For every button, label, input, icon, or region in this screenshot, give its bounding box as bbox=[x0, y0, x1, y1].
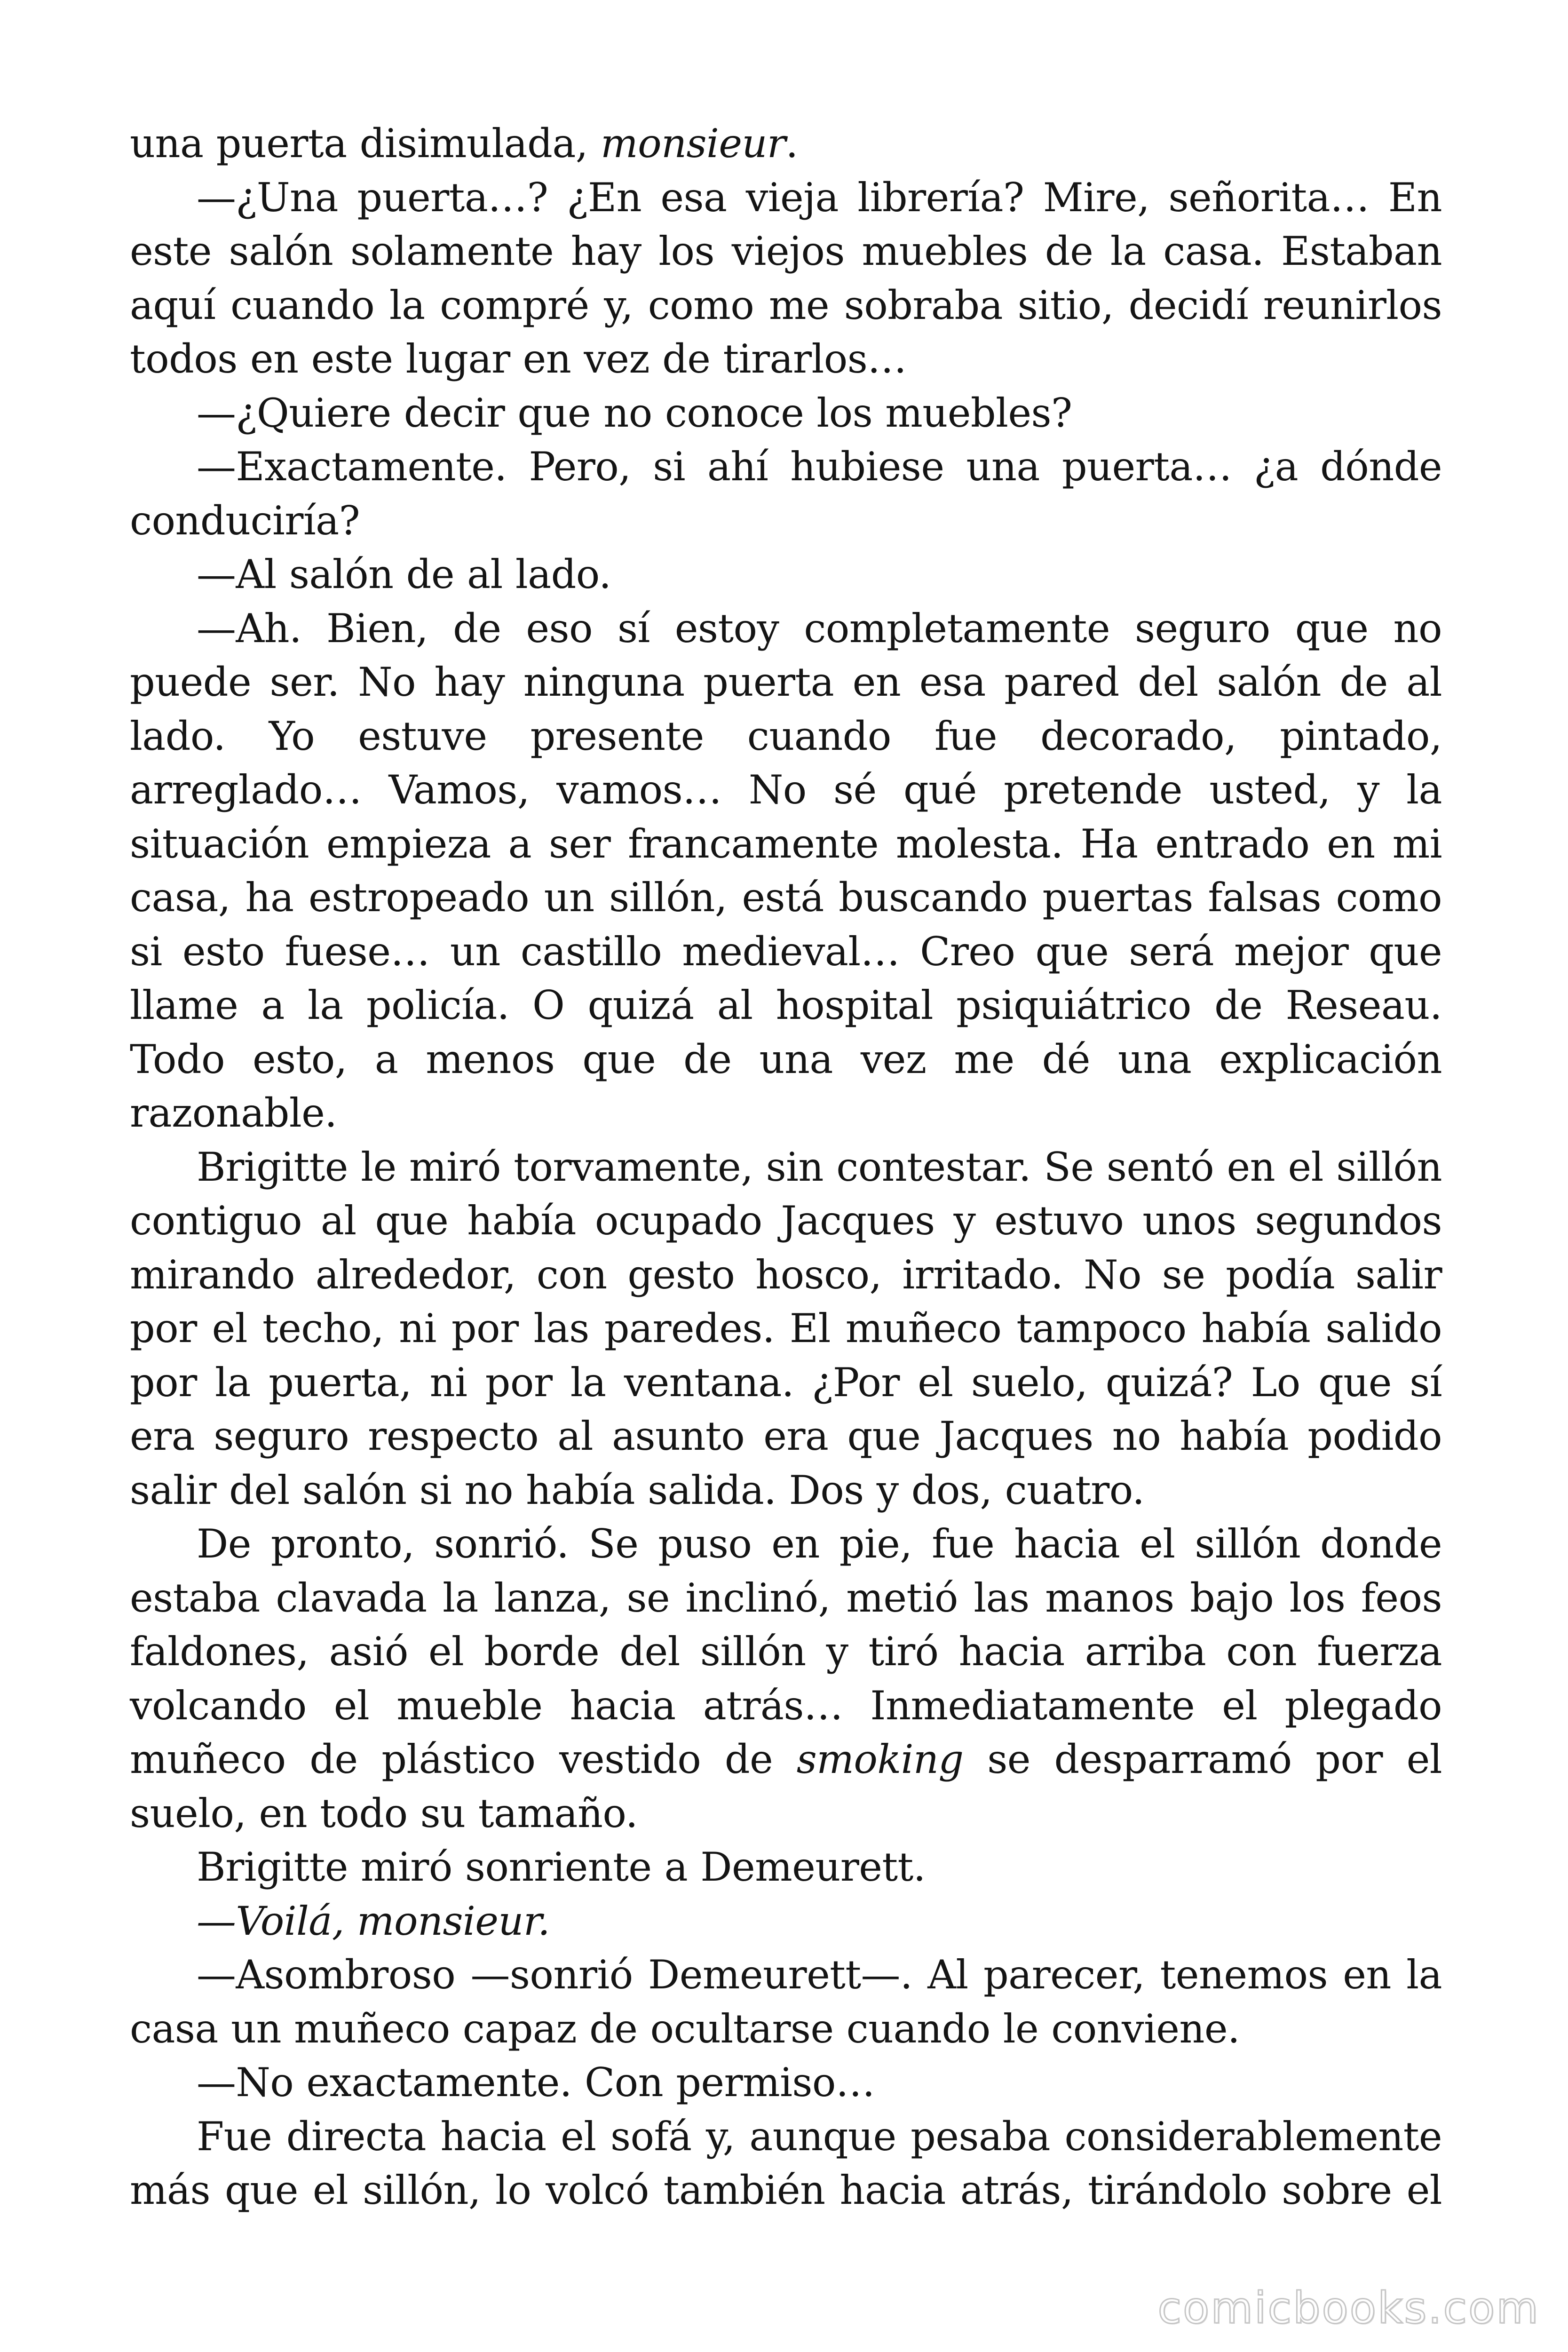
text-segment: —¿Una puerta…? ¿En esa vieja librería? Mire, señorita… En este salón solamente hay los viejos muebles de la casa. Estaban aquí cuando la compré y, como me sobraba sitio, decidí reunirlos todos en este lugar en vez de tirarlos… bbox=[130, 174, 1442, 382]
paragraph bbox=[130, 2056, 1442, 2110]
paragraph bbox=[130, 117, 1442, 171]
paragraph bbox=[130, 440, 1442, 548]
paragraph bbox=[130, 2110, 1442, 2217]
paragraph bbox=[130, 1948, 1442, 2056]
book-page-text bbox=[130, 117, 1442, 2217]
text-segment: Fue directa hacia el sofá y, aunque pesaba considerablemente más que el sillón, lo volcó también hacia atrás, tirándolo sobre el bbox=[130, 2113, 1442, 2213]
text-segment: —Exactamente. Pero, si ahí hubiese una puerta… ¿a dónde conduciría? bbox=[130, 444, 1442, 544]
paragraph bbox=[130, 1840, 1442, 1894]
text-segment: —Ah. Bien, de eso sí estoy completamente seguro que no puede ser. No hay ninguna puerta en esa pared del salón de al lado. Yo estuve presente cuando fue decorado, pintado, arreglado… Vamos, vamos… No sé qué pretende usted, y la situación empieza a ser francamente molesta. Ha entrado en mi casa, ha estropeado un sillón, está buscando puertas falsas como si esto fuese… un castillo medieval… Creo que será mejor que llame a la policía. O quizá al hospital psiquiátrico de Reseau. Todo esto, a menos que de una vez me dé una explicación razonable. bbox=[130, 605, 1442, 1136]
text-segment: Brigitte le miró torvamente, sin contestar. Se sentó en el sillón contiguo al que había ocupado Jacques y estuvo unos segundos mirando alrededor, con gesto hosco, irritado. No se podía salir por el techo, ni por las paredes. El muñeco tampoco había salido por la puerta, ni por la ventana. ¿Por el suelo, quizá? Lo que sí era seguro respecto al asunto era que Jacques no había podido salir del salón si no había salida. Dos y dos, cuatro. bbox=[130, 1144, 1442, 1513]
italic-text: —Voilá, monsieur. bbox=[197, 1898, 550, 1944]
paragraph bbox=[130, 386, 1442, 440]
italic-text: monsieur bbox=[601, 120, 786, 167]
watermark: comicbooks.com bbox=[1157, 2283, 1540, 2333]
text-segment: una puerta disimulada, bbox=[130, 120, 601, 167]
paragraph bbox=[130, 171, 1442, 386]
text-segment: —Al salón de al lado. bbox=[197, 551, 611, 597]
text-segment: . bbox=[785, 120, 798, 167]
italic-text: smoking bbox=[796, 1736, 964, 1782]
paragraph bbox=[130, 1140, 1442, 1518]
text-segment: Brigitte miró sonriente a Demeurett. bbox=[197, 1844, 926, 1890]
text-segment: —Asombroso —sonrió Demeurett—. Al parecer, tenemos en la casa un muñeco capaz de ocultarse cuando le conviene. bbox=[130, 1952, 1442, 2052]
paragraph bbox=[130, 1517, 1442, 1840]
text-segment: —No exactamente. Con permiso… bbox=[197, 2059, 875, 2106]
paragraph bbox=[130, 1894, 1442, 1948]
text-segment: De pronto, sonrió. Se puso en pie, fue hacia el sillón donde estaba clavada la lanza, se inclinó, metió las manos bajo los feos faldones, asió el borde del sillón y tiró hacia arriba con fuerza volcando el mueble hacia atrás… Inmediatamente el plegado muñeco de plástico vestido de bbox=[130, 1521, 1442, 1782]
text-segment: se desparramó por el suelo, en todo su tamaño. bbox=[130, 1736, 1442, 1836]
paragraph bbox=[130, 548, 1442, 602]
text-segment: —¿Quiere decir que no conoce los muebles? bbox=[197, 389, 1072, 436]
paragraph bbox=[130, 602, 1442, 1140]
